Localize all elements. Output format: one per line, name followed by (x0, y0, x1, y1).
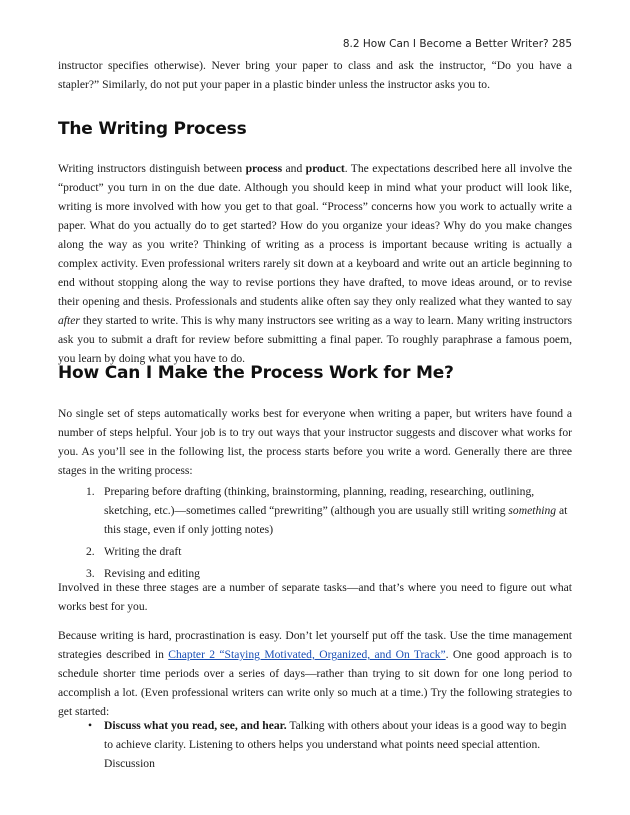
strategies-list (58, 716, 572, 773)
stages-list (58, 482, 572, 583)
stages-followup-paragraph-block (58, 578, 572, 616)
bold-term-product: product (305, 162, 345, 175)
list-item (58, 716, 572, 773)
list-item-text: Revising and editing (104, 567, 200, 580)
list-item-text: at this stage, even if only jotting notes) (104, 504, 568, 536)
list-number: 1. (86, 485, 95, 498)
procrastination-paragraph-block (58, 626, 572, 721)
writing-process-paragraph-block (58, 159, 572, 368)
process-intro-paragraph-block (58, 404, 572, 480)
list-item (58, 542, 572, 561)
list-item (58, 482, 572, 539)
strategy-title: Discuss what you read, see, and hear. (104, 719, 287, 732)
intro-paragraph-block (58, 56, 572, 94)
list-item-text: Preparing before drafting (thinking, brainstorming, planning, reading, researching, outlining, sketching, etc.)—sometimes called “prewriting” (although you are usually still writing (104, 485, 535, 517)
text-run: and (282, 162, 306, 175)
bold-term-process: process (245, 162, 283, 175)
procrastination-paragraph (58, 626, 572, 721)
process-intro-paragraph: No single set of steps automatically works best for everyone when writing a paper, but writers have found a number of steps helpful. Your job is to try out ways that your instructor suggests and discover what works for you. As you’ll see in the following list, the process starts before you write a word. Generally there are three stages in the writing process: (58, 407, 572, 477)
text-run: . The expectations described here all involve the “product” you turn in on the due date. Although you should keep in mind what your product will look like, writing is more involved with how you get to that goal. “Process” concerns how you work to actually write a paper. What do you actually do to get started? How do you organize your ideas? Why do you make changes along the way as you write? Thinking of writing as a process is important because writing is actually a complex activity. Even professional writers rarely sit down at a keyboard and write out an article beginning to end without stopping along the way to revise portions they have drafted, to move ideas around, or to revise their opening and thesis. Professionals and students alike often say they only realized what they wanted to say (58, 162, 572, 308)
list-number: 3. (86, 567, 95, 580)
list-number: 2. (86, 545, 95, 558)
stages-followup-paragraph: Involved in these three stages are a number of separate tasks—and that’s where you need to figure out what works best for you. (58, 581, 572, 613)
text-run: Because writing is hard, procrastination is easy. Don’t let yourself put off the task. Use the time management strategies described in (58, 629, 572, 661)
section-heading-writing-process: The Writing Process (58, 119, 247, 139)
strategy-text: Talking with others about your ideas is a good way to begin to achieve clarity. Listening to others helps you understand what points need special attention. Discussion (104, 719, 567, 770)
strategies-list-block (58, 716, 572, 773)
text-run: Writing instructors distinguish between (58, 162, 246, 175)
italic-after: after (58, 314, 80, 327)
text-run: they started to write. This is why many instructors see writing as a way to learn. Many writing instructors ask you to submit a draft for review before submitting a final paper. To roughly paraphrase a famous poem, you learn by doing what you have to do. (58, 314, 572, 365)
stages-list-block (58, 482, 572, 583)
chapter-2-link[interactable]: Chapter 2 “Staying Motivated, Organized, and On Track” (168, 648, 446, 661)
italic-something: something (508, 504, 557, 517)
list-item-text: Writing the draft (104, 545, 182, 558)
running-head: 8.2 How Can I Become a Better Writer? 285 (342, 38, 572, 50)
section-heading-make-process-work: How Can I Make the Process Work for Me? (58, 363, 454, 383)
bullet-icon: • (88, 719, 93, 732)
text-run: . One good approach is to schedule shorter time periods over a series of days—rather than trying to sit down for one long period to accomplish a lot. (Even professional writers can write only so much at a time.) Try the following strategies to get started: (58, 648, 572, 718)
writing-process-paragraph (58, 159, 572, 368)
intro-paragraph: instructor specifies otherwise). Never bring your paper to class and ask the instructor, “Do you have a stapler?” Similarly, do not put your paper in a plastic binder unless the instructor asks you to. (58, 59, 572, 91)
